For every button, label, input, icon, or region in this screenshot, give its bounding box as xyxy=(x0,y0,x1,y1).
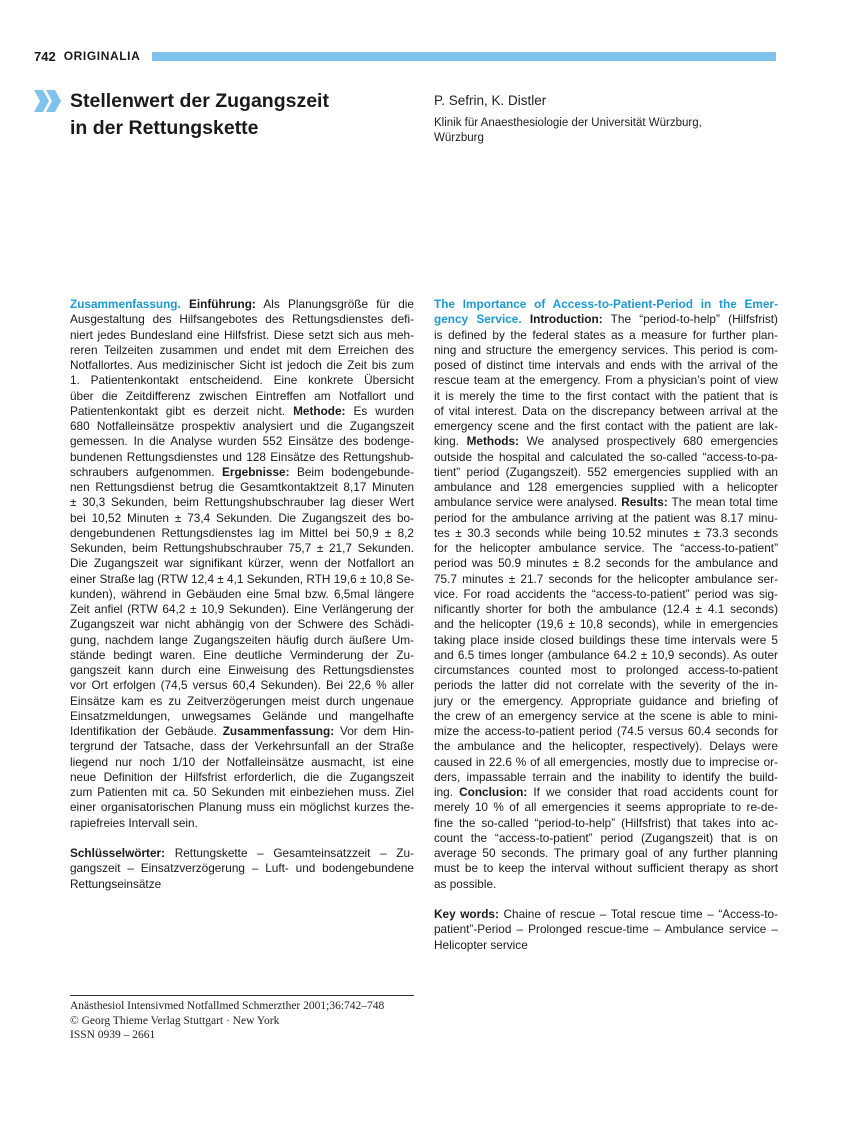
text-run: emergency scene and the first contact with the patient are lak- xyxy=(434,419,778,433)
text-run: outside the hospital and calculated the so-called “access-to-pa- xyxy=(434,449,778,464)
text-run: ambulance and 128 emergencies supplied with a helicopter xyxy=(434,480,778,494)
text-run: and 6.5 times longer (ambulance 64.2 ± 10,9 seconds). As outer xyxy=(434,647,778,662)
text-run: gangszeit kann durch eine Einweisung des Rettungsdienstes xyxy=(70,663,414,677)
text-line xyxy=(434,572,778,587)
text-line xyxy=(434,389,778,404)
english-abstract xyxy=(434,297,778,953)
keywords-block xyxy=(70,846,414,892)
inline-heading: Introduction: xyxy=(529,312,603,327)
text-line xyxy=(434,511,778,526)
abstract-body xyxy=(434,297,778,892)
text-line xyxy=(434,556,778,571)
text-run: The mean total time xyxy=(667,495,778,510)
text-line xyxy=(434,633,778,648)
text-run: Notfallortes. Aus medizinischer Sicht ist jedoch die Zeit bis zum xyxy=(70,358,414,372)
text-line xyxy=(70,450,414,465)
text-line xyxy=(434,648,778,663)
text-line xyxy=(434,312,778,327)
header-accent-bar xyxy=(152,52,776,61)
text-run: for the helicopter ambulance service. The “access-to-patient” xyxy=(434,541,778,555)
spacer xyxy=(434,892,778,907)
text-run: Rettungskette – Gesamteinsatzzeit – Zu- xyxy=(165,846,414,860)
text-line xyxy=(434,800,778,815)
text-run: Sekunden, beim Rettungshubschrauber 75,7 ± 21,7 Sekunden. xyxy=(70,541,414,555)
text-line xyxy=(434,724,778,739)
text-line xyxy=(70,312,414,327)
text-run: caused in 22.6 % of all emergencies, mostly due to imprecise or- xyxy=(434,754,778,769)
text-run: circumstances counted most to prolonged access-to-patient xyxy=(434,663,778,677)
text-line xyxy=(70,770,414,785)
text-run: the ambulance and the helicopter, respectively). Delays were xyxy=(434,739,778,754)
citation-line: Anästhesiol Intensivmed Notfallmed Schmerzther 2001;36:742–748 xyxy=(70,1000,385,1012)
text-run: ing. xyxy=(434,785,460,799)
text-line xyxy=(434,541,778,556)
text-line xyxy=(434,297,778,312)
text-run: posed of distinct time intervals and ends with the arrival of the xyxy=(434,358,778,372)
abstract-body xyxy=(70,297,414,831)
text-run: einer Straße lag (RTW 12,4 ± 4,1 Sekunden, RTH 19,6 ± 10,8 Se- xyxy=(70,571,415,586)
inline-heading: Methods: xyxy=(466,434,519,449)
text-line xyxy=(70,465,414,480)
text-run xyxy=(181,297,189,311)
text-line xyxy=(70,328,414,343)
text-line xyxy=(434,419,778,434)
text-run: 680 Notfalleinsätze prospektiv analysiert und die Zugangszeit xyxy=(70,419,414,433)
text-line xyxy=(70,526,414,541)
text-line xyxy=(434,465,778,480)
text-run: niert jedes Bundesland eine Hilfsfrist. Diese setzt sich aus meh- xyxy=(70,327,414,342)
text-line xyxy=(70,633,414,648)
text-run: period was 50.9 minutes ± 8.2 seconds for the ambulance and xyxy=(434,556,778,571)
text-line xyxy=(70,755,414,770)
text-line xyxy=(434,495,778,510)
text-line xyxy=(70,541,414,556)
text-run: average 50 seconds. The primary goal of any further planning xyxy=(434,846,778,860)
text-run: Beim bodengebunde- xyxy=(289,464,415,479)
text-line xyxy=(434,358,778,373)
inline-heading: Schlüsselwörter: xyxy=(70,846,166,860)
inline-heading: Einführung: xyxy=(189,297,256,311)
text-run: Chaine of rescue – Total rescue time – “Access-to- xyxy=(498,907,779,921)
text-run: periods the latter did not correlate with the severity of the in- xyxy=(434,678,778,693)
text-run: Zeit anfiel (RTW 64,2 ± 10,9 Sekunden). Eine Verlängerung der xyxy=(70,602,414,616)
abstract-heading: The Importance of Access-to-Patient-Period in the Emer- xyxy=(434,297,778,311)
article-title xyxy=(70,88,400,142)
text-run: einer organisatorischen Planung muss ein möglichst kurzes the- xyxy=(70,800,414,815)
text-line xyxy=(434,755,778,770)
text-line xyxy=(70,709,414,724)
text-run: tergrund der Tatsache, dass der Verkehrsunfall an der Straße xyxy=(70,739,414,754)
copyright-line: © Georg Thieme Verlag Stuttgart · New York xyxy=(70,1014,280,1027)
text-run: If we consider that road accidents count for xyxy=(527,785,778,799)
text-run: as possible. xyxy=(434,876,497,891)
text-line xyxy=(434,831,778,846)
text-run: 75.7 minutes ± 21.7 seconds for the helicopter ambulance ser- xyxy=(434,571,778,586)
text-run: merely 10 % of all emergencies it seems appropriate to re-de- xyxy=(434,800,778,815)
text-line xyxy=(434,816,778,831)
abstract-heading: gency Service. xyxy=(434,312,522,327)
text-line xyxy=(434,785,778,800)
text-run: Zugangszeit war nicht abhängig von der Schwere des Schädi- xyxy=(70,617,414,632)
text-run: Helicopter service xyxy=(434,937,528,952)
text-line xyxy=(70,648,414,663)
text-run: rescue team at the emergency. From a physician’s point of view xyxy=(434,373,778,388)
text-line xyxy=(434,922,778,937)
text-line xyxy=(70,663,414,678)
text-run: of vital interest. Data on the discrepancy between arrival at the xyxy=(434,403,778,418)
text-run: vice. For road accidents the “access-to-patient” period was sig- xyxy=(434,586,778,601)
text-run: über die Zeitdifferenz zwischen Eintreffen am Notfallort und xyxy=(70,388,414,403)
text-run: ders, impassable terrain and the inability to identify the build- xyxy=(434,769,778,784)
affiliation xyxy=(434,116,702,146)
double-chevron-icon xyxy=(34,90,62,112)
text-run: neue Definition der Hilfsfrist erforderlich, die die Zugangszeit xyxy=(70,769,414,784)
text-line xyxy=(70,511,414,526)
footer-rule xyxy=(70,995,414,996)
text-run: Einsatzmeldungen, unwegsames Gelände und mangelhafte xyxy=(70,708,414,723)
text-run: vor Ort erfolgen (74,5 versus 60,4 Sekunden). Bei 22,6 % aller xyxy=(70,678,414,693)
text-run: king. xyxy=(434,434,467,449)
text-line xyxy=(434,373,778,388)
text-line xyxy=(434,663,778,678)
inline-heading: Zusammenfassung: xyxy=(222,724,335,738)
page-number: 742 xyxy=(34,48,56,64)
text-run: ning and structure the emergency services. This period is com- xyxy=(434,342,778,357)
inline-heading: Key words: xyxy=(434,907,499,921)
affiliation-line: Klinik für Anaesthesiologie der Universität Würzburg, xyxy=(434,117,702,129)
text-run: fine the so-called “period-to-help” (Hilfsfrist) that takes into ac- xyxy=(434,815,778,830)
text-line xyxy=(434,678,778,693)
citation-footer xyxy=(70,999,414,1043)
text-run: taking place inside closed buildings these time intervals were 5 xyxy=(434,632,778,647)
text-line xyxy=(70,617,414,632)
text-run: rapiefreies Intervall sein. xyxy=(70,815,198,830)
text-line xyxy=(434,602,778,617)
text-line xyxy=(70,800,414,815)
text-run: it is merely the time to the first contact with the patient that is xyxy=(434,388,778,403)
text-line xyxy=(434,861,778,876)
abstract-heading: Zusammenfassung. xyxy=(70,297,181,311)
text-line xyxy=(434,617,778,632)
text-run: period for the ambulance arriving at the patient was 8.17 minu- xyxy=(434,510,778,525)
text-line xyxy=(434,694,778,709)
text-line xyxy=(70,678,414,693)
text-run: stände bedingt waren. Eine deutliche Verminderung der Zu- xyxy=(70,647,414,662)
text-line xyxy=(70,556,414,571)
text-line xyxy=(70,358,414,373)
text-line xyxy=(70,419,414,434)
text-run: gung, nachdem lange Zugangszeiten häufig durch äußere Um- xyxy=(70,632,414,647)
text-run: Einsätze kam es zu Zeitverzögerungen meist durch ungenaue xyxy=(70,693,414,708)
text-run: Es wurden xyxy=(345,403,414,418)
text-line xyxy=(434,938,778,953)
german-abstract xyxy=(70,297,414,892)
text-run: dengebundenen Rettungsdienstes lag im Mittel bei 50,9 ± 8,2 xyxy=(70,525,414,540)
keywords-block xyxy=(434,907,778,953)
text-line xyxy=(434,877,778,892)
title-line: in der Rettungskette xyxy=(70,117,259,139)
text-run: Als Planungsgröße für die xyxy=(255,297,414,311)
text-line xyxy=(70,572,414,587)
text-line xyxy=(70,297,414,312)
text-run: The “period-to-help” (Hilfsfrist) xyxy=(602,312,778,327)
text-line xyxy=(434,343,778,358)
text-line xyxy=(70,816,414,831)
text-line xyxy=(434,480,778,495)
text-run: reren Teilzeiten zusammen und endet mit dem Erreichen des xyxy=(70,342,414,357)
spacer xyxy=(70,831,414,846)
text-run: and the helicopter (19,6 ± 10,8 seconds), while in emergencies xyxy=(434,617,778,632)
text-line xyxy=(434,709,778,724)
text-run: bundenen Rettungsdienstes und 128 Einsätze des Rettungshub- xyxy=(70,449,414,464)
title-line: Stellenwert der Zugangszeit xyxy=(70,90,329,112)
text-run: patient”-Period – Prolonged rescue-time – Ambulance service – xyxy=(434,922,778,937)
page-header xyxy=(34,46,776,66)
text-run: ± 30,3 Sekunden, beim Rettungshubschrauber lag dieser Wert xyxy=(70,495,414,510)
text-run: bei 10,52 Minuten ± 73,4 Sekunden. Die Zugangszeit des bo- xyxy=(70,510,414,525)
authors: P. Sefrin, K. Distler xyxy=(434,93,547,108)
text-run: Ausgestaltung des Hilfsangebotes des Rettungsdienstes defi- xyxy=(70,312,414,327)
text-run: mize the access-to-patient period (74.5 versus 60.4 seconds for xyxy=(434,724,778,738)
text-run: tient” period (Zugangszeit). 552 emergencies supplied with an xyxy=(434,464,778,479)
text-run: ambulance service were analysed. xyxy=(434,495,622,510)
text-line xyxy=(434,450,778,465)
text-run: the crew of an emergency service at the scene is able to mini- xyxy=(434,708,778,723)
text-run: tes ± 30.3 seconds while being 10.52 minutes ± 73.3 seconds xyxy=(434,525,778,540)
inline-heading: Conclusion: xyxy=(459,785,528,799)
text-line xyxy=(434,434,778,449)
text-run: nen Rettungsdienst betrug die Gesamtkontaktzeit 8,17 Minuten xyxy=(70,480,414,494)
text-line xyxy=(434,739,778,754)
text-line xyxy=(70,846,414,861)
text-line xyxy=(70,739,414,754)
text-run: kunden), während in Gebäuden eine 5mal bzw. 6,5mal längere xyxy=(70,586,414,601)
text-line xyxy=(70,724,414,739)
text-line xyxy=(434,328,778,343)
inline-heading: Ergebnisse: xyxy=(222,464,290,479)
text-line xyxy=(70,602,414,617)
text-line xyxy=(70,785,414,800)
text-line xyxy=(70,434,414,449)
text-run: is defined by the federal states as a measure for further plan- xyxy=(434,327,778,342)
text-run: schraubers aufgenommen. xyxy=(70,464,222,479)
text-line xyxy=(434,587,778,602)
text-run: Rettungseinsätze xyxy=(70,876,162,891)
text-line xyxy=(70,861,414,876)
text-run: Identifikation der Gebäude. xyxy=(70,724,223,738)
text-line xyxy=(70,373,414,388)
text-run: must be to keep the interval without sufficient therapy as short xyxy=(434,861,778,876)
text-line xyxy=(434,907,778,922)
text-line xyxy=(70,343,414,358)
text-run: zum Patienten mit ca. 50 Sekunden mit einbeziehen muss. Ziel xyxy=(70,785,414,799)
text-line xyxy=(434,404,778,419)
text-line xyxy=(70,480,414,495)
text-line xyxy=(70,404,414,419)
text-line xyxy=(70,694,414,709)
text-run: count the “access-to-patient” period (Zugangszeit) that is on xyxy=(434,830,778,845)
text-line xyxy=(70,389,414,404)
text-run: Vor dem Hin- xyxy=(334,724,414,738)
text-run: 1. Patientenkontakt entscheidend. Eine konkrete Übersicht xyxy=(70,373,414,388)
text-run: jury or the emergency. Appropriate guidance and briefing of xyxy=(434,693,778,708)
text-line xyxy=(70,587,414,602)
inline-heading: Results: xyxy=(621,495,668,510)
text-line xyxy=(70,495,414,510)
text-run: liegend nur noch 1/10 der Notfalleinsätze ausmacht, ist eine xyxy=(70,754,414,769)
text-run: gangszeit – Einsatzverzögerung – Luft- und bodengebundene xyxy=(70,861,414,876)
text-line xyxy=(434,770,778,785)
text-run: Patientenkontakt gibt es derzeit nicht. xyxy=(70,403,294,418)
text-run: gemessen. In die Analyse wurden 552 Einsätze des bodenge- xyxy=(70,434,414,449)
text-run xyxy=(522,312,530,326)
text-run: We analysed prospectively 680 emergencies xyxy=(519,434,778,449)
text-line xyxy=(434,846,778,861)
section-label: ORIGINALIA xyxy=(63,49,141,63)
inline-heading: Methode: xyxy=(293,403,346,418)
affiliation-line: Würzburg xyxy=(434,132,484,144)
text-line xyxy=(434,526,778,541)
text-run: nificantly shorter for both the ambulance (12.4 ± 4.1 seconds) xyxy=(434,602,778,616)
issn-line: ISSN 0939 – 2661 xyxy=(70,1029,156,1041)
text-run: Die Zugangszeit war signifikant kürzer, wenn der Notfallort an xyxy=(70,556,414,571)
text-line xyxy=(70,877,414,892)
